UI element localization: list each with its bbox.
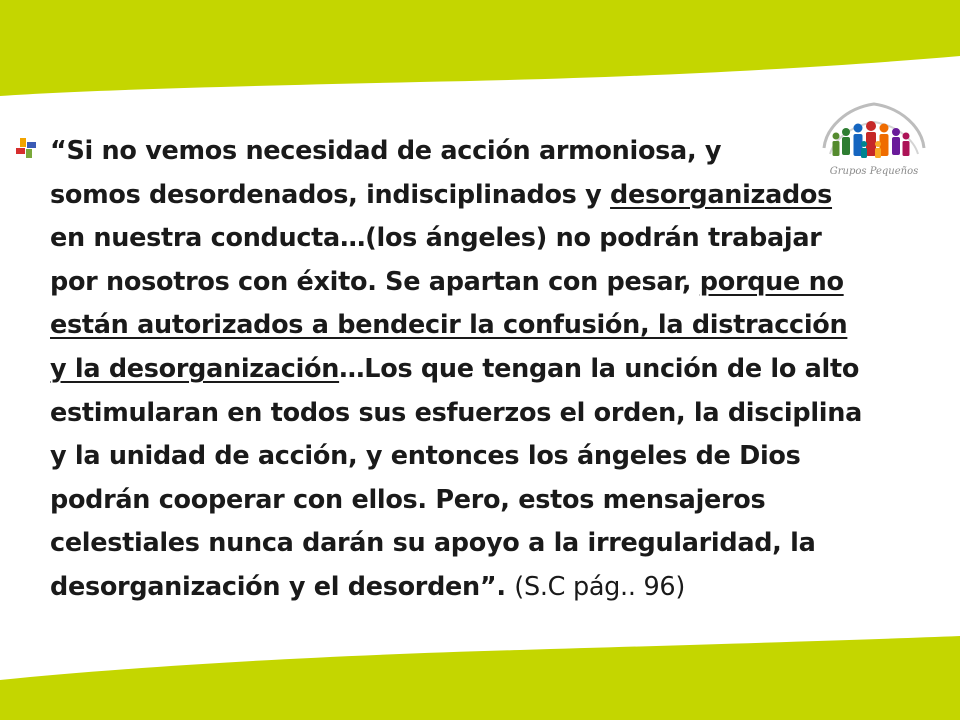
- grupos-pequenos-logo: [816, 96, 932, 196]
- quote-line-11: [50, 566, 930, 610]
- bottom-wave: [0, 636, 960, 720]
- quote-line-10: celestiales nunca darán su apoyo a la irregularidad, la: [50, 528, 816, 559]
- quote-line-5-underlined: están autorizados a bendecir la confusión, la distracción: [50, 310, 848, 341]
- quote-line-2: [50, 174, 930, 218]
- quote-line-8: y la unidad de acción, y entonces los ángeles de Dios: [50, 441, 801, 472]
- quote-line-9: podrán cooperar con ellos. Pero, estos mensajeros: [50, 484, 766, 515]
- logo-text: Grupos Pequeños: [829, 166, 919, 177]
- quote-line-4-text: por nosotros con éxito. Se apartan con pesar,: [50, 266, 700, 297]
- top-wave: [0, 0, 960, 96]
- quote-line-2-text: somos desordenados, indisciplinados y: [50, 179, 611, 210]
- quote-line-7: estimularan en todos sus esfuerzos el orden, la disciplina: [50, 397, 862, 428]
- pinwheel-bullet-icon: [14, 136, 38, 160]
- quote-line-6: [50, 348, 930, 392]
- quote-underlined-phrase-start: porque no: [699, 266, 844, 297]
- quote-line-6-text: …Los que tengan la unción de lo alto: [339, 353, 860, 384]
- quote-line-11-text: desorganización y el desorden”.: [50, 571, 515, 602]
- quote-text: [50, 130, 930, 610]
- quote-citation: (S.C pág.. 96): [514, 571, 685, 602]
- quote-underlined-phrase-end: y la desorganización: [50, 353, 340, 384]
- quote-line-3: en nuestra conducta…(los ángeles) no podrán trabajar: [50, 223, 822, 254]
- quote-line-1: “Si no vemos necesidad de acción armoniosa, y: [50, 136, 722, 166]
- quote-line-4: [50, 261, 930, 305]
- people-figures-icon: [833, 121, 910, 158]
- quote-underlined-word: desorganizados: [610, 179, 833, 210]
